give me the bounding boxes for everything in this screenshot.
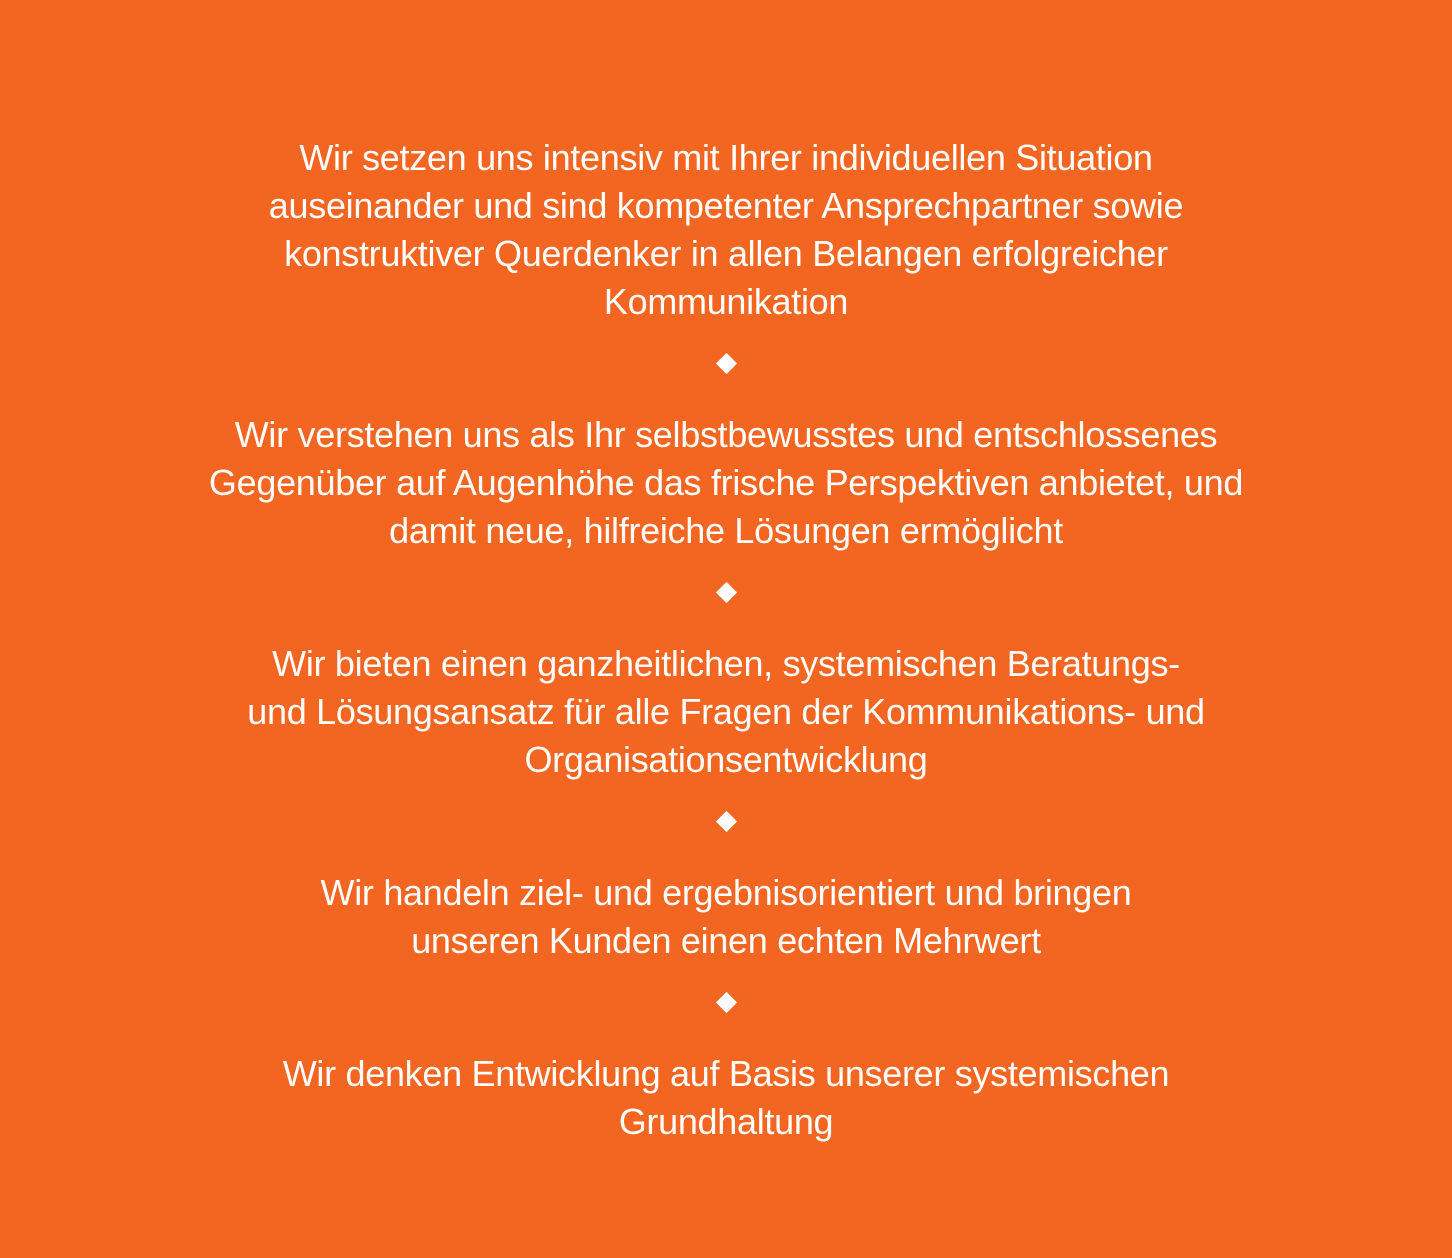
value-paragraph-5: [0, 1050, 1452, 1146]
paragraph-line: Organisationsentwicklung: [524, 739, 928, 780]
diamond-icon: [715, 992, 736, 1013]
paragraph-line: Grundhaltung: [618, 1101, 834, 1142]
value-paragraph-2: [0, 411, 1452, 555]
paragraph-line: Wir setzen uns intensiv mit Ihrer individuellen Situation: [299, 137, 1153, 178]
value-paragraph-1: [0, 134, 1452, 326]
paragraph-line: Wir handeln ziel- und ergebnisorientiert und bringen: [320, 872, 1132, 913]
paragraph-line: damit neue, hilfreiche Lösungen ermöglicht: [389, 510, 1063, 551]
paragraph-line: und Lösungsansatz für alle Fragen der Kommunikations- und: [247, 691, 1205, 732]
paragraph-line: Gegenüber auf Augenhöhe das frische Perspektiven anbietet, und: [208, 462, 1244, 503]
paragraph-line: unseren Kunden einen echten Mehrwert: [411, 920, 1041, 961]
paragraph-line: konstruktiver Querdenker in allen Belangen erfolgreicher: [284, 233, 1168, 274]
paragraph-line: Wir verstehen uns als Ihr selbstbewusstes und entschlossenes: [234, 414, 1218, 455]
value-paragraph-3: [0, 640, 1452, 784]
paragraph-line: auseinander und sind kompetenter Ansprechpartner sowie: [268, 185, 1184, 226]
diamond-icon: [715, 582, 736, 603]
value-paragraph-4: [0, 869, 1452, 965]
diamond-icon: [715, 353, 736, 374]
paragraph-line: Kommunikation: [603, 281, 849, 322]
paragraph-line: Wir bieten einen ganzheitlichen, systemischen Beratungs-: [272, 643, 1180, 684]
paragraph-line: Wir denken Entwicklung auf Basis unserer systemischen: [282, 1053, 1170, 1094]
diamond-icon: [715, 811, 736, 832]
